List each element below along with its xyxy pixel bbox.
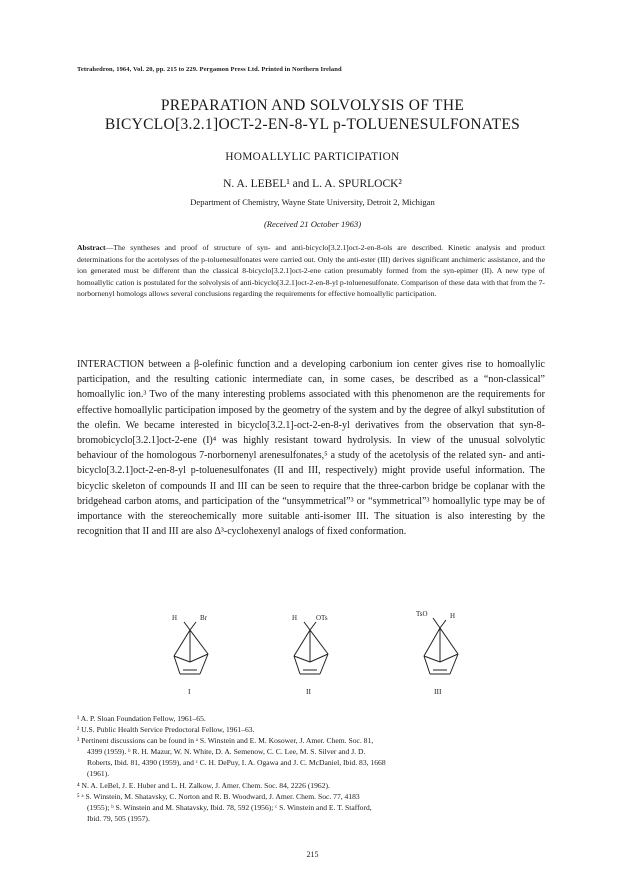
abstract-text: —The syntheses and proof of structure of syn- and anti-bicyclo[3.2.1]oct-2-en-8-ols are described. Kinetic analysis and product determinations for the acetolyses of the p-toluenesulfonates were carried out. Only the anti-ester (III) derives significant anchimeric assistance, and the ion generated must be different than the classical 8-bicyclo[3.2.1]oct-2-ene cation presumably formed from the syn-epimer (II). A new type of homoallylic cation is postulated for the solvolysis of anti-bicyclo[3.2.1]oct-2-en-8-yl p-toluenesulfonate. Comparison of these data with that from the 7-norbornenyl homologs allows several conclusions regarding the requirements for effective homoallylic participation. [77, 243, 545, 299]
structure-I-substituent: Br [200, 614, 207, 622]
footnote-3-cont: (1961). [87, 769, 110, 779]
footnotes [77, 713, 545, 824]
footnote-4: ⁴ N. A. LeBel, J. E. Huber and L. H. Zalkow, J. Amer. Chem. Soc. 84, 2226 (1962). [77, 780, 330, 790]
abstract-label: Abstract [77, 243, 106, 252]
structure-III-substituent: TsO [416, 610, 428, 618]
structure-I-label: I [188, 687, 191, 696]
footnote-3: ³ Pertinent discussions can be found in ᵃ S. Winstein and E. M. Kosower, J. Amer. Chem. Soc. 81, [77, 736, 374, 746]
structure-I-h-label: H [172, 614, 178, 622]
structure-I [174, 622, 208, 674]
received-date: (Received 21 October 1963) [263, 219, 362, 229]
structure-II-label: II [306, 687, 311, 696]
footnote-2: ² U.S. Public Health Service Predoctoral Fellow, 1961–63. [77, 725, 255, 735]
structure-II-h-label: H [292, 614, 298, 622]
footnote-5-cont: Ibid. 79, 505 (1957). [87, 813, 150, 823]
article-subtitle: HOMOALLYLIC PARTICIPATION [225, 151, 400, 163]
structure-III [424, 618, 458, 674]
page-number: 215 [306, 850, 319, 859]
chemical-structures-figure [150, 600, 480, 700]
footnote-1: ¹ A. P. Sloan Foundation Fellow, 1961–65. [77, 714, 206, 723]
author-line: N. A. LEBEL¹ and L. A. SPURLOCK² [223, 178, 402, 190]
structure-III-h-label: H [450, 612, 456, 620]
journal-citation-line: Tetrahedron, 1964, Vol. 20, pp. 215 to 229. Pergamon Press Ltd. Printed in Northern Ireland [77, 66, 342, 73]
footnote-5: ⁵ ᵃ S. Winstein, M. Shatavsky, C. Norton and R. B. Woodward, J. Amer. Chem. Soc. 77, 4183 [77, 791, 360, 801]
structure-II [294, 622, 328, 674]
abstract [77, 242, 545, 300]
structure-III-label: III [434, 687, 442, 696]
footnote-5-cont: (1955); ᵇ S. Winstein and M. Shatavsky, Ibid. 78, 592 (1956); ᶜ S. Winstein and E. T. Stafford, [87, 802, 372, 812]
article-title-line-2: BICYCLO[3.2.1]OCT-2-EN-8-YL p-TOLUENESULFONATES [104, 116, 521, 133]
structure-II-substituent: OTs [316, 614, 328, 622]
affiliation: Department of Chemistry, Wayne State University, Detroit 2, Michigan [190, 197, 435, 207]
footnote-3-cont: 4399 (1959). ᵇ R. H. Mazur, W. N. White, D. A. Semenow, C. C. Lee, M. S. Silver and J. D. [87, 747, 366, 757]
footnote-3-cont: Roberts, Ibid. 81, 4390 (1959), and ᶜ C. H. DePuy, I. A. Ogawa and J. C. McDaniel, Ibid. 83, 1668 [87, 758, 386, 768]
introduction-paragraph: INTERACTION between a β-olefinic function and a developing carbonium ion center gives rise to homoallylic participation, and the resulting cationic intermediate can, in some cases, be described as a “non-classical” homoallylic ion.³ Two of the many interesting problems associated with this phenomenon are the requirements for effective homoallylic participation imposed by the geometry of the system and by the degree of alkyl substitution of the olefin. We became interested in bicyclo[3.2.1]-oct-2-en-8-yl derivatives from the observation that syn-8-bromobicyclo[3.2.1]oct-2-ene (I)⁴ was highly resistant toward hydrolysis. In view of the unusual solvolytic behaviour of the homologous 7-norbornenyl arenesulfonates,⁵ a study of the acetolysis of the related syn- and anti-bicyclo[3.2.1]oct-2-en-8-yl p-toluenesulfonates (II and III, respectively) might provide useful information. The bicyclic skeleton of compounds II and III can be seen to require that the three-carbon bridge be coplanar with the bridgehead carbon atoms, and participation of the “unsymmetrical”³ or “symmetrical”³ homoallylic type may be of importance with the stereochemically more suitable anti-isomer III. The situation is also interesting by the recognition that II and III are also Δ³-cyclohexenyl analogs of fixed conformation. [77, 359, 545, 538]
article-title-line-1: PREPARATION AND SOLVOLYSIS OF THE [160, 97, 465, 114]
